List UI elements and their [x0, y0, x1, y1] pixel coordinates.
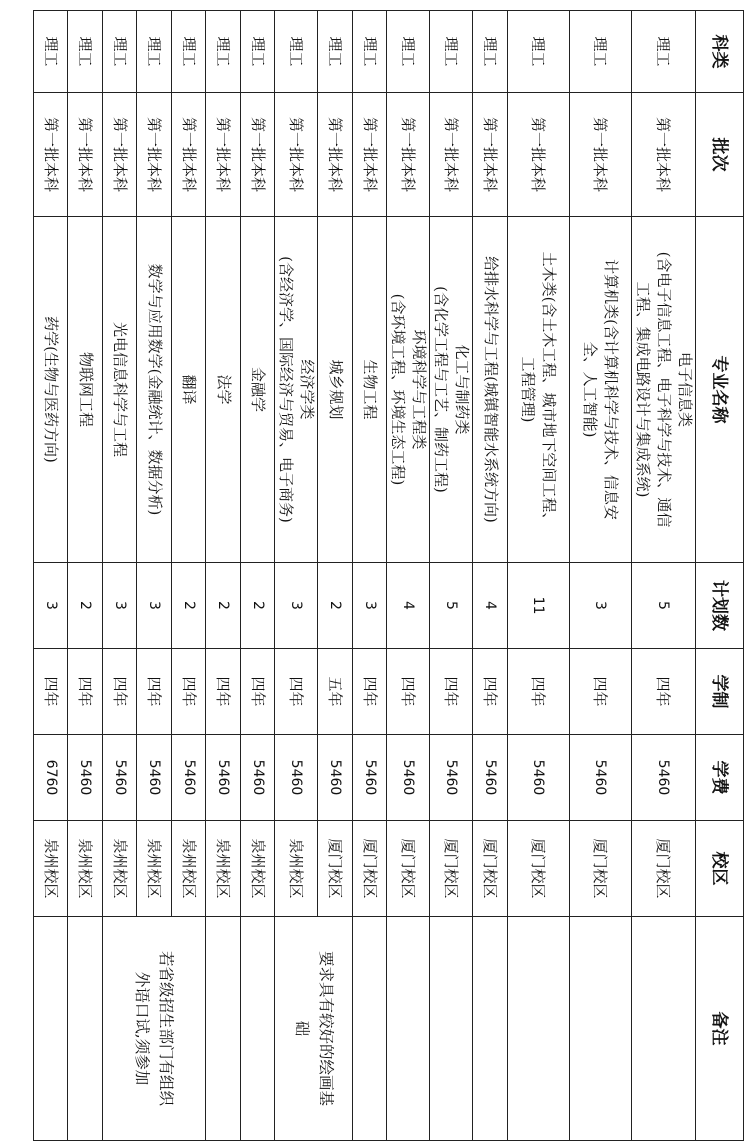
duration-cell: 四年 [137, 649, 172, 735]
table-row [34, 11, 69, 1141]
major-name-line: 工程管理) [519, 356, 538, 423]
major-name-cell [570, 217, 632, 563]
admission-plan-table [33, 10, 744, 1141]
tuition-cell: 5460 [172, 735, 207, 821]
remarks-line: 若省级招生部门有组织 [157, 950, 176, 1106]
campus-cell: 泉州校区 [68, 821, 103, 917]
remarks-cell [353, 917, 388, 1141]
tuition-cell: 5460 [241, 735, 276, 821]
tuition-cell: 5460 [103, 735, 138, 821]
remarks-cell [206, 917, 241, 1141]
major-name-cell [430, 217, 473, 563]
duration-cell: 四年 [353, 649, 388, 735]
tuition-cell: 5460 [632, 735, 696, 821]
major-name-line: 计算机类(含计算机科学与技术、信息安 [602, 259, 621, 520]
category-cell: 理工 [353, 11, 388, 93]
remarks-cell [632, 917, 696, 1141]
plan-count-cell: 3 [275, 563, 318, 649]
remarks-line: 础 [292, 1020, 311, 1037]
table-body [34, 11, 696, 1141]
batch-cell: 第一批本科 [430, 93, 473, 217]
major-name-cell [68, 217, 103, 563]
major-name-cell [318, 217, 353, 563]
duration-cell: 四年 [632, 649, 696, 735]
campus-cell: 厦门校区 [473, 821, 508, 917]
campus-cell: 泉州校区 [34, 821, 69, 917]
major-name-cell [206, 217, 241, 563]
table-row [172, 11, 207, 1141]
tuition-cell: 5460 [353, 735, 388, 821]
campus-cell: 泉州校区 [103, 821, 138, 917]
campus-cell: 厦门校区 [570, 821, 632, 917]
category-cell: 理工 [275, 11, 318, 93]
major-name-cell [137, 217, 172, 563]
remarks-line: 要求具有较好的绘画基 [316, 950, 335, 1106]
category-cell: 理工 [34, 11, 69, 93]
plan-count-cell: 2 [241, 563, 276, 649]
major-name-line: 物联网工程 [76, 351, 95, 427]
major-name-line: 生物工程 [361, 359, 380, 420]
major-name-line: 药学(生物与医药方向) [42, 316, 61, 463]
major-name-cell [34, 217, 69, 563]
major-name-cell [508, 217, 570, 563]
duration-cell: 四年 [206, 649, 241, 735]
duration-cell: 四年 [275, 649, 318, 735]
category-cell: 理工 [387, 11, 430, 93]
plan-count-cell: 11 [508, 563, 570, 649]
plan-count-cell: 3 [137, 563, 172, 649]
remarks-cell [34, 917, 69, 1141]
plan-count-cell: 2 [206, 563, 241, 649]
plan-count-cell: 4 [387, 563, 430, 649]
tuition-cell: 5460 [473, 735, 508, 821]
table-row [430, 11, 473, 1141]
major-name-cell [353, 217, 388, 563]
major-name-line: 翻译 [180, 374, 199, 405]
campus-cell: 泉州校区 [206, 821, 241, 917]
category-cell: 理工 [318, 11, 353, 93]
category-cell: 理工 [570, 11, 632, 93]
batch-cell: 第一批本科 [241, 93, 276, 217]
major-name-cell [473, 217, 508, 563]
duration-cell: 四年 [103, 649, 138, 735]
plan-count-cell: 3 [570, 563, 632, 649]
remarks-cell [103, 917, 207, 1141]
major-name-line: 法学 [214, 374, 233, 405]
category-cell: 理工 [241, 11, 276, 93]
major-name-line: 金融学 [249, 366, 268, 412]
major-name-line: (含环境工程、环境生态工程) [389, 293, 408, 486]
table-row [68, 11, 103, 1141]
tuition-cell: 5460 [318, 735, 353, 821]
major-name-line: (含化学工程与工艺、制药工程) [432, 286, 451, 493]
campus-cell: 厦门校区 [508, 821, 570, 917]
category-cell: 理工 [103, 11, 138, 93]
major-name-cell [103, 217, 138, 563]
tuition-cell: 5460 [570, 735, 632, 821]
table-row [570, 11, 632, 1141]
major-name-line: 环境科学与工程类 [410, 329, 429, 450]
remarks-cell [430, 917, 473, 1141]
major-name-line: 土木类(含土木工程、城市地下空间工程、 [540, 251, 559, 528]
duration-cell: 四年 [570, 649, 632, 735]
category-cell: 理工 [68, 11, 103, 93]
batch-cell: 第一批本科 [137, 93, 172, 217]
header-duration: 学制 [696, 649, 744, 735]
major-name-line: 城乡规划 [326, 359, 345, 420]
duration-cell: 四年 [508, 649, 570, 735]
batch-cell: 第一批本科 [473, 93, 508, 217]
table-row [241, 11, 276, 1141]
table-row [508, 11, 570, 1141]
major-name-line: (含电子信息工程、电子科学与技术、通信 [655, 251, 673, 528]
major-name-line: (含经济学、国际经济与贸易、电子商务) [277, 256, 296, 523]
duration-cell: 四年 [430, 649, 473, 735]
major-name-cell [275, 217, 318, 563]
campus-cell: 厦门校区 [430, 821, 473, 917]
category-cell: 理工 [206, 11, 241, 93]
campus-cell: 泉州校区 [137, 821, 172, 917]
campus-cell: 泉州校区 [275, 821, 318, 917]
header-plan-count: 计划数 [696, 563, 744, 649]
remarks-cell [387, 917, 430, 1141]
category-cell: 理工 [473, 11, 508, 93]
batch-cell: 第一批本科 [172, 93, 207, 217]
duration-cell: 四年 [473, 649, 508, 735]
major-name-cell [172, 217, 207, 563]
category-cell: 理工 [632, 11, 696, 93]
table-row [387, 11, 430, 1141]
remarks-cell [508, 917, 570, 1141]
campus-cell: 泉州校区 [241, 821, 276, 917]
header-category: 科类 [696, 11, 744, 93]
tuition-cell: 5460 [508, 735, 570, 821]
major-name-cell [387, 217, 430, 563]
plan-count-cell: 5 [430, 563, 473, 649]
duration-cell: 四年 [241, 649, 276, 735]
remarks-cell [275, 917, 353, 1141]
remarks-line: 外语口试,须参加 [133, 971, 152, 1086]
header-batch: 批次 [696, 93, 744, 217]
batch-cell: 第一批本科 [206, 93, 241, 217]
category-cell: 理工 [137, 11, 172, 93]
duration-cell: 四年 [172, 649, 207, 735]
plan-count-cell: 2 [68, 563, 103, 649]
batch-cell: 第一批本科 [103, 93, 138, 217]
plan-count-cell: 4 [473, 563, 508, 649]
campus-cell: 厦门校区 [632, 821, 696, 917]
tuition-cell: 5460 [137, 735, 172, 821]
plan-count-cell: 2 [318, 563, 353, 649]
plan-count-cell: 5 [632, 563, 696, 649]
major-name-line: 电子信息类 [676, 351, 694, 427]
batch-cell: 第一批本科 [353, 93, 388, 217]
tuition-cell: 5460 [68, 735, 103, 821]
plan-count-cell: 3 [34, 563, 69, 649]
campus-cell: 厦门校区 [387, 821, 430, 917]
plan-count-cell: 3 [353, 563, 388, 649]
header-major-name: 专业名称 [696, 217, 744, 563]
table-row [318, 11, 353, 1141]
batch-cell: 第一批本科 [570, 93, 632, 217]
batch-cell: 第一批本科 [387, 93, 430, 217]
category-cell: 理工 [430, 11, 473, 93]
duration-cell: 四年 [387, 649, 430, 735]
tuition-cell: 5460 [387, 735, 430, 821]
batch-cell: 第一批本科 [508, 93, 570, 217]
category-cell: 理工 [508, 11, 570, 93]
major-name-line: 给排水科学与工程(城镇智能水系统方向) [481, 256, 500, 523]
plan-count-cell: 3 [103, 563, 138, 649]
major-name-line: 工程、集成电路设计与集成系统) [634, 281, 652, 498]
duration-cell: 四年 [68, 649, 103, 735]
major-name-line: 数学与应用数学(金融统计、数据分析) [145, 263, 164, 516]
tuition-cell: 5460 [275, 735, 318, 821]
batch-cell: 第一批本科 [318, 93, 353, 217]
header-tuition: 学费 [696, 735, 744, 821]
table-row [353, 11, 388, 1141]
major-name-line: 经济学类 [298, 359, 317, 420]
duration-cell: 四年 [34, 649, 69, 735]
major-name-line: 全、人工智能) [581, 341, 600, 438]
batch-cell: 第一批本科 [632, 93, 696, 217]
remarks-cell [241, 917, 276, 1141]
header-campus: 校区 [696, 821, 744, 917]
major-name-cell [632, 217, 696, 563]
plan-count-cell: 2 [172, 563, 207, 649]
major-name-line: 化工与制药类 [453, 344, 472, 435]
batch-cell: 第一批本科 [275, 93, 318, 217]
remarks-cell [68, 917, 103, 1141]
table-row [206, 11, 241, 1141]
tuition-cell: 6760 [34, 735, 69, 821]
major-name-cell [241, 217, 276, 563]
remarks-cell [473, 917, 508, 1141]
header-remarks: 备注 [696, 917, 744, 1141]
batch-cell: 第一批本科 [34, 93, 69, 217]
table-row [473, 11, 508, 1141]
remarks-cell [570, 917, 632, 1141]
campus-cell: 泉州校区 [172, 821, 207, 917]
campus-cell: 厦门校区 [353, 821, 388, 917]
major-name-line: 光电信息科学与工程 [111, 321, 130, 457]
tuition-cell: 5460 [430, 735, 473, 821]
tuition-cell: 5460 [206, 735, 241, 821]
header-row [696, 11, 744, 1141]
table-row [632, 11, 696, 1141]
category-cell: 理工 [172, 11, 207, 93]
campus-cell: 厦门校区 [318, 821, 353, 917]
duration-cell: 五年 [318, 649, 353, 735]
batch-cell: 第一批本科 [68, 93, 103, 217]
